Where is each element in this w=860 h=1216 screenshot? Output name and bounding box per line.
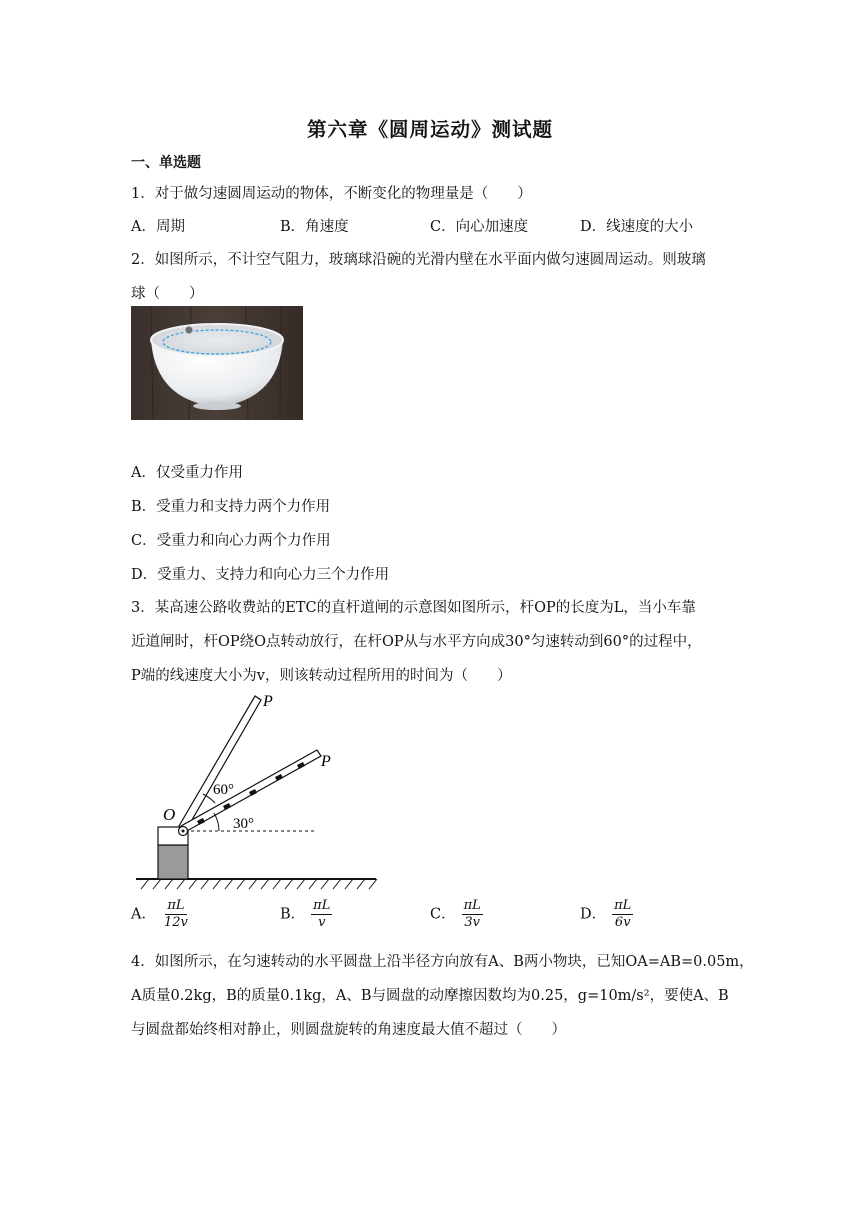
- question-3-stem-line3: P端的线速度大小为v，则该转动过程所用的时间为（ ）: [131, 668, 512, 684]
- question-1-stem: 1．对于做匀速圆周运动的物体，不断变化的物理量是（ ）: [131, 186, 532, 202]
- question-4-line1: 4．如图所示，在匀速转动的水平圆盘上沿半径方向放有A、B两小物块，已知OA=AB=0.05m，: [131, 954, 754, 970]
- q3-option-d: D． $\frac{\pi L}{6v}$: [580, 898, 632, 930]
- q3-option-c: C． $\frac{\pi L}{3v}$: [430, 898, 481, 930]
- question-4-line3: 与圆盘都始终相对静止，则圆盘旋转的角速度最大值不超过（ ）: [131, 1022, 566, 1038]
- q3-option-a: A． $\frac{\pi L}{12v}$: [131, 898, 188, 930]
- toll-gate-diagram: [131, 690, 381, 890]
- page-title: 第六章《圆周运动》测试题: [306, 118, 553, 141]
- q2-option-c: C．受重力和向心力两个力作用: [131, 533, 331, 549]
- label-o: O: [163, 805, 176, 824]
- question-3-stem-line1: 3．某高速公路收费站的ETC的直杆道闸的示意图如图所示，杆OP的长度为L，当小车靠: [131, 600, 696, 616]
- question-4-line2: A质量0.2kg，B的质量0.1kg，A、B与圆盘的动摩擦因数均为0.25，g=10m/s²，要使A、B: [131, 988, 729, 1004]
- q1-option-a: A．周期: [131, 219, 185, 235]
- label-angle-30: 30°: [233, 816, 254, 832]
- q1-option-c: C．向心加速度: [430, 219, 529, 235]
- q3-option-b: B． $\frac{\pi L}{v}$: [280, 898, 331, 930]
- label-angle-60: 60°: [213, 782, 234, 798]
- q2-option-d: D．受重力、支持力和向心力三个力作用: [131, 567, 390, 583]
- q2-option-b: B．受重力和支持力两个力作用: [131, 499, 331, 515]
- section-heading: 一、单选题: [131, 155, 201, 171]
- label-p-top: P: [263, 693, 273, 710]
- q2-option-a: A．仅受重力作用: [131, 465, 243, 481]
- q1-option-d: D．线速度的大小: [580, 219, 694, 235]
- question-2-stem-line2: 球（ ）: [131, 286, 204, 302]
- question-3-stem-line2: 近道闸时，杆OP绕O点转动放行，在杆OP从与水平方向成30°匀速转动到60°的过程中，: [131, 634, 702, 650]
- q1-option-b: B．角速度: [280, 219, 349, 235]
- bowl-photo: [131, 306, 303, 420]
- question-2-stem-line1: 2．如图所示，不计空气阻力，玻璃球沿碗的光滑内壁在水平面内做匀速圆周运动。则玻璃: [131, 252, 706, 268]
- label-p-right: P: [321, 753, 331, 770]
